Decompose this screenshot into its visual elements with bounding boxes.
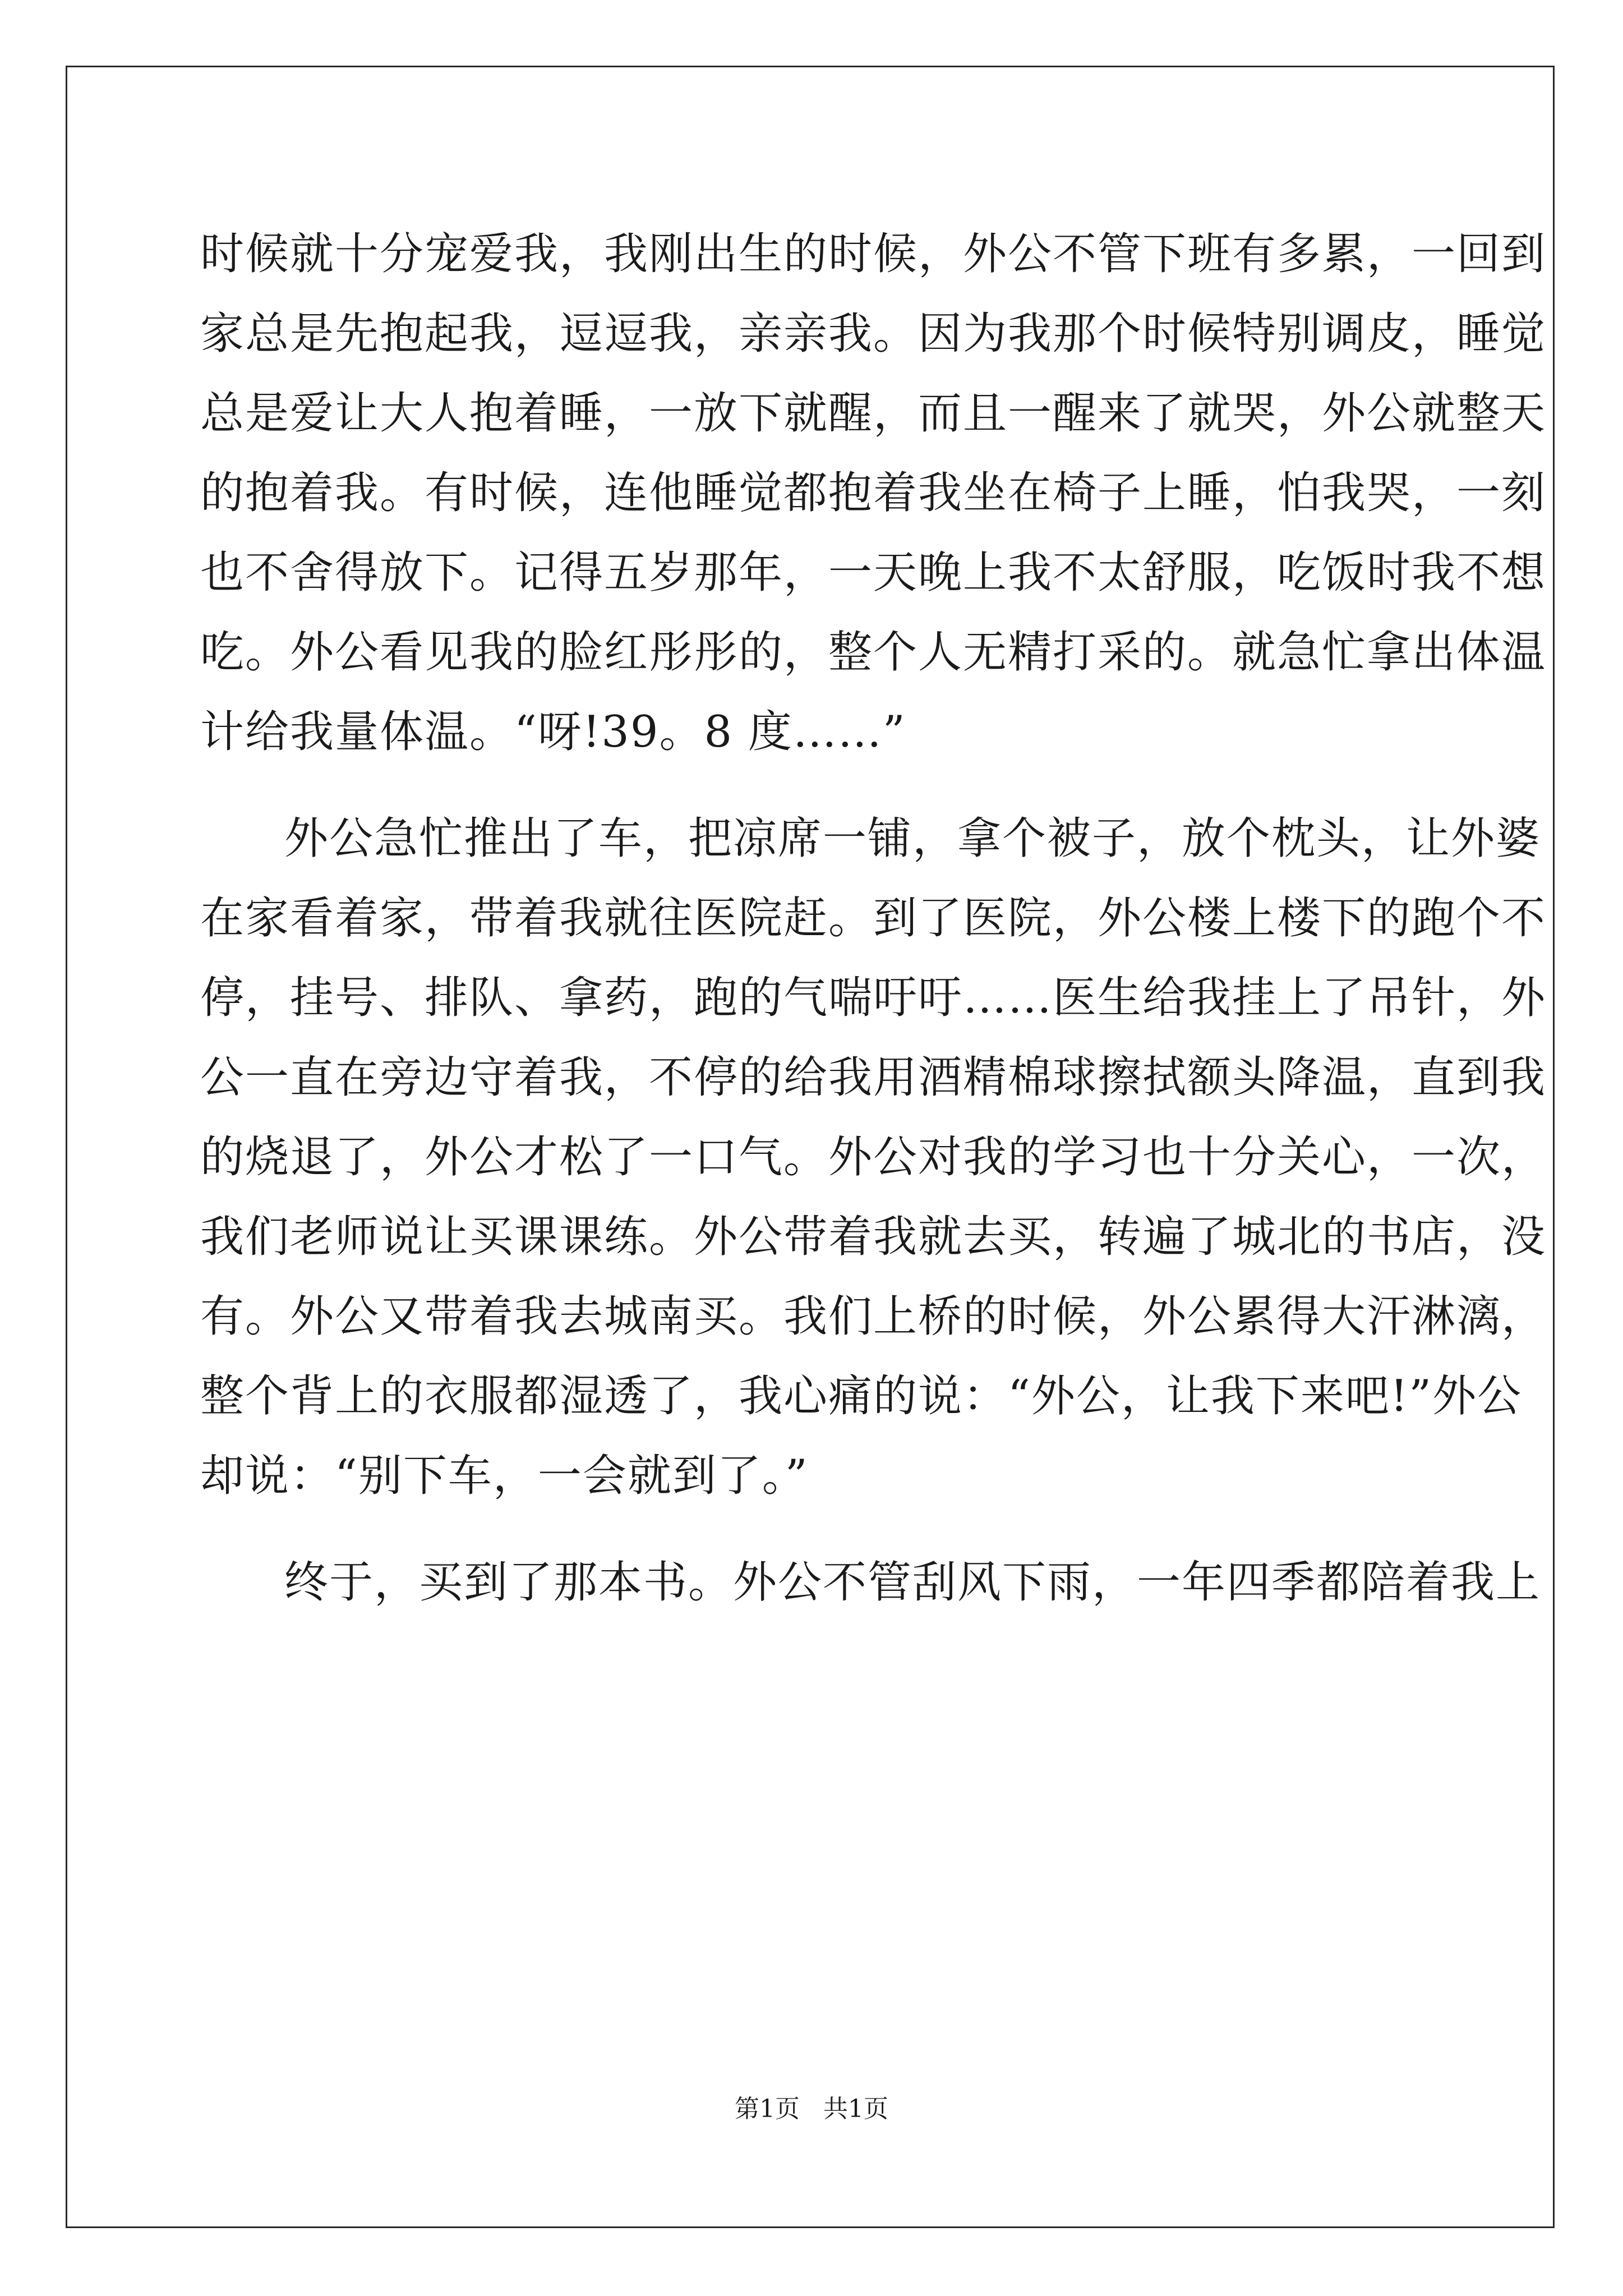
- document-body: [200, 214, 1547, 1622]
- page-footer: 第1页 共1页: [735, 2095, 888, 2123]
- paragraph-gap: [200, 772, 1440, 799]
- text-line: 总是爱让大人抱着睡，一放下就醒，而且一醒来了就哭，外公就整天: [200, 388, 1547, 439]
- text-line: 计给我量体温。“呀!39。8 度……”: [200, 707, 906, 757]
- text-line: 家总是先抱起我，逗逗我，亲亲我。因为我那个时候特别调皮，睡觉: [200, 309, 1547, 359]
- text-line: 我们老师说让买课课练。外公带着我就去买，转遍了城北的书店，没: [200, 1212, 1547, 1262]
- text-line: 公一直在旁边守着我，不停的给我用酒精棉球擦拭额头降温，直到我: [200, 1052, 1547, 1103]
- text-line: 停，挂号、排队、拿药，跑的气喘吁吁……医生给我挂上了吊针，外: [200, 973, 1547, 1023]
- text-line: 时候就十分宠爱我，我刚出生的时候，外公不管下班有多累，一回到: [200, 229, 1547, 279]
- paragraph-gap: [200, 1516, 1440, 1543]
- text-line: 的烧退了，外公才松了一口气。外公对我的学习也十分关心，一次，: [200, 1132, 1547, 1182]
- text-line: 外公急忙推出了车，把凉席一铺，拿个被子，放个枕头，让外婆: [284, 813, 1541, 864]
- text-line: 整个背上的衣服都湿透了，我心痛的说：“外公，让我下来吧!”外公: [200, 1371, 1523, 1421]
- text-line: 的抱着我。有时候，连他睡觉都抱着我坐在椅子上睡，怕我哭，一刻: [200, 468, 1547, 518]
- text-line: 也不舍得放下。记得五岁那年，一天晚上我不太舒服，吃饭时我不想: [200, 547, 1547, 598]
- text-line: 终于，买到了那本书。外公不管刮风下雨，一年四季都陪着我上: [284, 1557, 1541, 1608]
- text-line: 有。外公又带着我去城南买。我们上桥的时候，外公累得大汗淋漓，: [200, 1291, 1547, 1342]
- text-line: 吃。外公看见我的脸红彤彤的，整个人无精打采的。就急忙拿出体温: [200, 627, 1547, 678]
- text-line: 在家看着家，带着我就往医院赶。到了医院，外公楼上楼下的跑个不: [200, 893, 1547, 944]
- text-line: 却说：“别下车，一会就到了。”: [200, 1451, 809, 1501]
